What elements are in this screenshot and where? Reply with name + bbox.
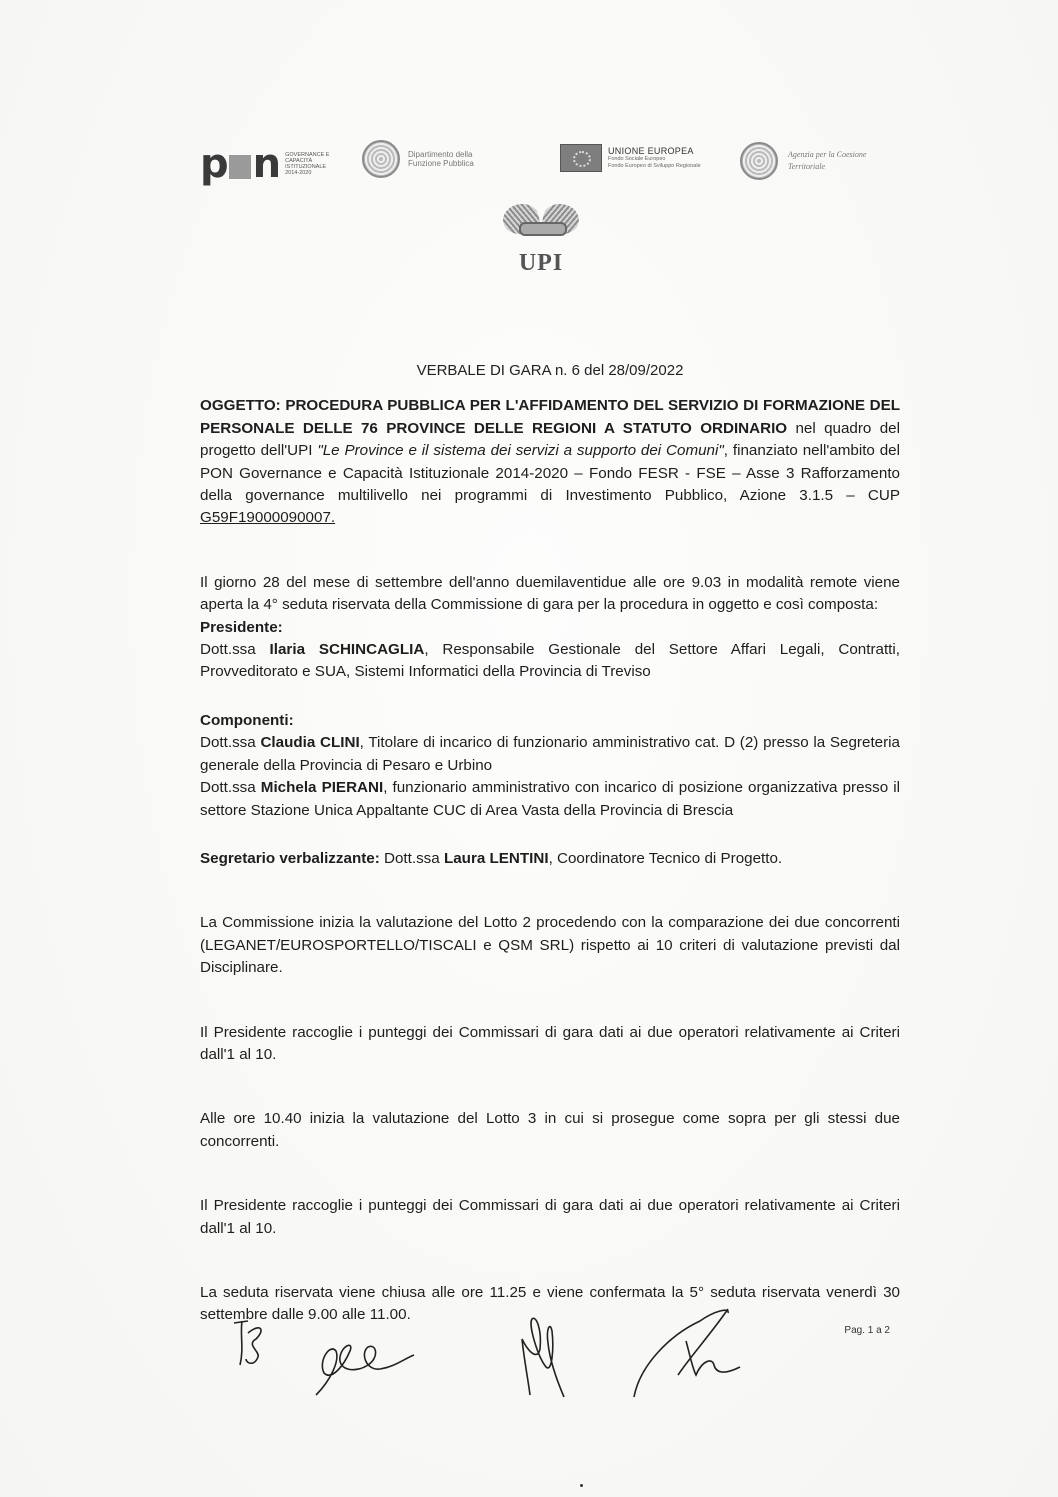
- oggetto-paragraph: OGGETTO: PROCEDURA PUBBLICA PER L'AFFIDAMENTO DEL SERVIZIO DI FORMAZIONE DEL PERSONALE DELLE 76 PROVINCE DELLE REGIONI A STATUTO ORDINARIO nel quadro del progetto dell'UPI "Le Province e il sistema dei servizi a supporto dei Comuni", finanziato nell'ambito del PON Governance e Capacità Istituzionale 2014-2020 – Fondo FESR - FSE – Asse 3 Rafforzamento della governance multilivello nei programmi di Investimento Pubblico, Azione 3.1.5 – CUP G59F19000090007.: [200, 397, 900, 527]
- upi-logo: [496, 200, 586, 290]
- body-paragraph: Il Presidente raccoglie i punteggi dei Commissari di gara dati ai due operatori relativamente ai Criteri dall'1 al 10.: [200, 1197, 900, 1237]
- italian-republic-emblem-icon: [362, 140, 400, 178]
- presidente-name: Ilaria SCHINCAGLIA: [269, 641, 425, 659]
- componente-entry: Dott.ssa Michela PIERANI, funzionario amministrativo con incarico di posizione organizzativa presso il settore Stazione Unica Appaltante CUC di Area Vasta della Provincia di Brescia: [200, 779, 900, 819]
- agenzia-coesione-text: Agenzia per la Coesione Territoriale: [788, 150, 867, 171]
- body-paragraph: Alle ore 10.40 inizia la valutazione del Lotto 3 in cui si prosegue come sopra per gli stessi due concorrenti.: [200, 1110, 900, 1150]
- pon-logo: [200, 141, 333, 187]
- ue-subtitle-fesr: Fondo Europeo di Sviluppo Regionale: [608, 163, 701, 169]
- page-indicator: Pag. 1 a 2: [844, 1325, 890, 1336]
- signature-initials-is: [230, 1315, 270, 1375]
- project-name: "Le Province e il sistema dei servizi a supporto dei Comuni": [317, 442, 724, 460]
- ue-subtitle-fse: Fondo Sociale Europeo: [608, 156, 666, 162]
- presidente-label: Presidente:: [200, 618, 283, 636]
- pon-logo-text: GOVERNANCE E CAPACITÀ ISTITUZIONALE 2014-2020: [285, 152, 330, 176]
- segretario-entry: Segretario verbalizzante: Dott.ssa Laura LENTINI, Coordinatore Tecnico di Progetto.: [200, 849, 783, 867]
- unione-europea-logo: [560, 144, 701, 172]
- document-body: [200, 360, 900, 1327]
- ue-title: UNIONE EUROPEA: [608, 146, 694, 156]
- signatures: [200, 1305, 900, 1395]
- oggetto-bold: OGGETTO: PROCEDURA PUBBLICA PER L'AFFIDAMENTO DEL SERVIZIO DI FORMAZIONE DEL PERSONALE DELLE 76 PROVINCE DELLE REGIONI A STATUTO ORDINARIO: [200, 397, 900, 437]
- presidente-entry: Dott.ssa Ilaria SCHINCAGLIA, Responsabile Gestionale del Settore Affari Legali, Contratti, Provveditorato e SUA, Sistemi Informatici della Provincia di Treviso: [200, 641, 900, 681]
- segretario-label: Segretario verbalizzante:: [200, 849, 380, 867]
- cup-code: G59F19000090007.: [200, 509, 336, 527]
- intro-paragraph: Il giorno 28 del mese di settembre dell'anno duemilaventidue alle ore 9.03 in modalità remote viene aperta la 4° seduta riservata della Commissione di gara per la procedura in oggetto e così composta:: [200, 573, 900, 614]
- signature-ll: [630, 1305, 750, 1400]
- body-paragraph: La Commissione inizia la valutazione del Lotto 2 procedendo con la comparazione dei due concorrenti (LEGANET/EUROSPORTELLO/TISCALI e QSM SRL) rispetto ai 10 criteri di valutazione previsti dal Disciplinare.: [200, 914, 900, 977]
- upi-logo-text: UPI: [518, 250, 564, 276]
- signature-mp: [518, 1309, 588, 1399]
- eu-flag-icon: [560, 144, 602, 172]
- componente-entry: Dott.ssa Claudia CLINI, Titolare di incarico di funzionario amministrativo cat. D (2) presso la Segreteria generale della Provincia di Pesaro e Urbino: [200, 734, 900, 774]
- italian-republic-emblem-icon: [740, 142, 778, 180]
- componente-name: Michela PIERANI: [260, 779, 384, 797]
- componente-name: Claudia CLINI: [260, 734, 360, 752]
- pon-mark-icon: p n: [200, 141, 280, 187]
- body-paragraph: Il Presidente raccoglie i punteggi dei Commissari di gara dati ai due operatori relativamente ai Criteri dall'1 al 10.: [200, 1023, 900, 1063]
- header-logos: [200, 140, 900, 190]
- signature-cc: [310, 1321, 420, 1401]
- segretario-name: Laura LENTINI: [443, 849, 549, 867]
- funzione-pubblica-text: Dipartimento della Funzione Pubblica: [408, 150, 474, 168]
- componenti-label: Componenti:: [200, 711, 294, 729]
- funzione-pubblica-logo: [362, 140, 488, 178]
- document-title: VERBALE DI GARA n. 6 del 28/09/2022: [416, 362, 684, 379]
- scan-artifact-dot: [580, 1484, 583, 1487]
- body-paragraph: La seduta riservata viene chiusa alle ore 11.25 e viene confermata la 5° seduta riservata venerdì 30 settembre dalle 9.00 alle 11.00.: [200, 1283, 900, 1324]
- agenzia-coesione-logo: [740, 142, 868, 180]
- upi-wreath-icon: [501, 200, 581, 246]
